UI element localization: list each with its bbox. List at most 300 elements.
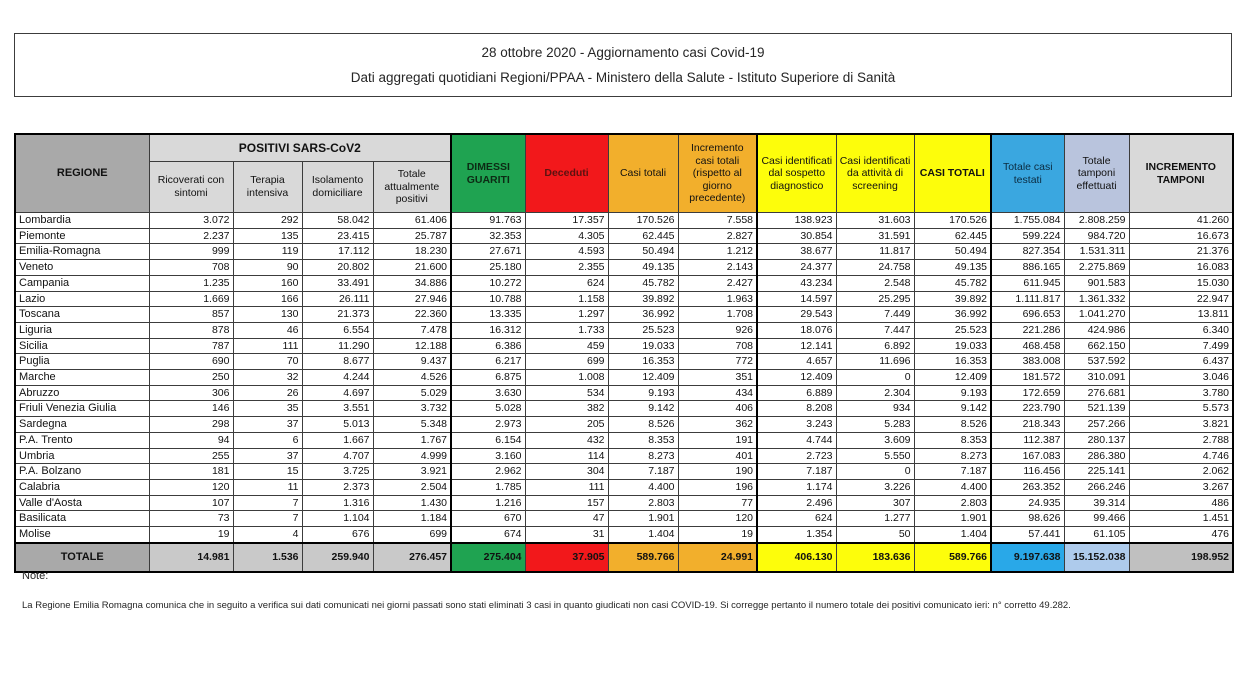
totale-value-cell: 276.457	[373, 543, 451, 572]
value-cell: 2.827	[678, 228, 757, 244]
value-cell: 886.165	[991, 260, 1064, 276]
value-cell: 1.451	[1129, 511, 1233, 527]
value-cell: 401	[678, 448, 757, 464]
region-name-cell: Umbria	[15, 448, 149, 464]
value-cell: 1.963	[678, 291, 757, 307]
value-cell: 22.360	[373, 307, 451, 323]
value-cell: 12.188	[373, 338, 451, 354]
value-cell: 7.187	[757, 464, 836, 480]
value-cell: 7.187	[608, 464, 678, 480]
region-name-cell: Sicilia	[15, 338, 149, 354]
value-cell: 7	[233, 511, 302, 527]
value-cell: 670	[451, 511, 525, 527]
value-cell: 624	[757, 511, 836, 527]
value-cell: 16.673	[1129, 228, 1233, 244]
value-cell: 999	[149, 244, 233, 260]
value-cell: 191	[678, 432, 757, 448]
totale-value-cell: 275.404	[451, 543, 525, 572]
value-cell: 3.551	[302, 401, 373, 417]
value-cell: 382	[525, 401, 608, 417]
value-cell: 13.811	[1129, 307, 1233, 323]
value-cell: 1.733	[525, 322, 608, 338]
value-cell: 27.671	[451, 244, 525, 260]
value-cell: 6.875	[451, 370, 525, 386]
value-cell: 25.523	[608, 322, 678, 338]
column-header-incremento-casi: Incremento casi totali (rispetto al giorno precedente)	[678, 134, 757, 213]
notes-heading: Note:	[22, 570, 49, 582]
totale-value-cell: 15.152.038	[1064, 543, 1129, 572]
column-header-screening: Casi identificati da attività di screening	[836, 134, 914, 213]
value-cell: 91.763	[451, 213, 525, 229]
value-cell: 1.785	[451, 479, 525, 495]
value-cell: 459	[525, 338, 608, 354]
value-cell: 116.456	[991, 464, 1064, 480]
value-cell: 16.353	[608, 354, 678, 370]
value-cell: 146	[149, 401, 233, 417]
column-header-dimessi-guariti: DIMESSI GUARITI	[451, 134, 525, 213]
value-cell: 1.708	[678, 307, 757, 323]
value-cell: 2.427	[678, 275, 757, 291]
value-cell: 2.803	[608, 495, 678, 511]
value-cell: 7.447	[836, 322, 914, 338]
value-cell: 878	[149, 322, 233, 338]
value-cell: 5.348	[373, 417, 451, 433]
value-cell: 857	[149, 307, 233, 323]
value-cell: 304	[525, 464, 608, 480]
value-cell: 266.246	[1064, 479, 1129, 495]
table-row	[15, 338, 1233, 354]
column-header-deceduti: Deceduti	[525, 134, 608, 213]
value-cell: 2.788	[1129, 432, 1233, 448]
value-cell: 406	[678, 401, 757, 417]
column-header-terapia-intensiva: Terapia intensiva	[233, 162, 302, 213]
value-cell: 8.353	[608, 432, 678, 448]
value-cell: 8.526	[914, 417, 991, 433]
value-cell: 196	[678, 479, 757, 495]
value-cell: 699	[525, 354, 608, 370]
value-cell: 2.803	[914, 495, 991, 511]
table-row	[15, 275, 1233, 291]
value-cell: 157	[525, 495, 608, 511]
value-cell: 114	[525, 448, 608, 464]
value-cell: 94	[149, 432, 233, 448]
value-cell: 4.657	[757, 354, 836, 370]
value-cell: 99.466	[1064, 511, 1129, 527]
value-cell: 6.554	[302, 322, 373, 338]
value-cell: 1.008	[525, 370, 608, 386]
value-cell: 49.135	[914, 260, 991, 276]
region-name-cell: Puglia	[15, 354, 149, 370]
value-cell: 33.491	[302, 275, 373, 291]
value-cell: 35	[233, 401, 302, 417]
value-cell: 30.854	[757, 228, 836, 244]
value-cell: 120	[149, 479, 233, 495]
value-cell: 205	[525, 417, 608, 433]
table-row	[15, 244, 1233, 260]
value-cell: 5.573	[1129, 401, 1233, 417]
value-cell: 307	[836, 495, 914, 511]
value-cell: 170.526	[914, 213, 991, 229]
value-cell: 8.353	[914, 432, 991, 448]
value-cell: 119	[233, 244, 302, 260]
totale-value-cell: 1.536	[233, 543, 302, 572]
region-name-cell: Campania	[15, 275, 149, 291]
value-cell: 4.400	[608, 479, 678, 495]
value-cell: 120	[678, 511, 757, 527]
value-cell: 310.091	[1064, 370, 1129, 386]
region-name-cell: Abruzzo	[15, 385, 149, 401]
value-cell: 62.445	[608, 228, 678, 244]
value-cell: 9.193	[608, 385, 678, 401]
value-cell: 827.354	[991, 244, 1064, 260]
value-cell: 708	[678, 338, 757, 354]
value-cell: 70	[233, 354, 302, 370]
value-cell: 5.028	[451, 401, 525, 417]
value-cell: 468.458	[991, 338, 1064, 354]
value-cell: 534	[525, 385, 608, 401]
value-cell: 6.386	[451, 338, 525, 354]
region-name-cell: Toscana	[15, 307, 149, 323]
region-name-cell: P.A. Trento	[15, 432, 149, 448]
column-header-sospetto-diagnostico: Casi identificati dal sospetto diagnostico	[757, 134, 836, 213]
value-cell: 4.697	[302, 385, 373, 401]
title-box	[14, 33, 1232, 97]
table-row	[15, 417, 1233, 433]
value-cell: 263.352	[991, 479, 1064, 495]
value-cell: 36.992	[608, 307, 678, 323]
value-cell: 708	[149, 260, 233, 276]
table-row	[15, 354, 1233, 370]
value-cell: 7.187	[914, 464, 991, 480]
column-header-tamponi-effettuati: Totale tamponi effettuati	[1064, 134, 1129, 213]
value-cell: 6.437	[1129, 354, 1233, 370]
value-cell: 111	[525, 479, 608, 495]
column-header-casi-testati: Totale casi testati	[991, 134, 1064, 213]
value-cell: 112.387	[991, 432, 1064, 448]
value-cell: 1.277	[836, 511, 914, 527]
value-cell: 22.947	[1129, 291, 1233, 307]
value-cell: 15	[233, 464, 302, 480]
value-cell: 3.046	[1129, 370, 1233, 386]
value-cell: 9.437	[373, 354, 451, 370]
value-cell: 2.304	[836, 385, 914, 401]
value-cell: 4	[233, 527, 302, 543]
value-cell: 3.732	[373, 401, 451, 417]
value-cell: 50.494	[608, 244, 678, 260]
column-header-isolamento: Isolamento domiciliare	[302, 162, 373, 213]
region-name-cell: Basilicata	[15, 511, 149, 527]
value-cell: 181.572	[991, 370, 1064, 386]
value-cell: 4.744	[757, 432, 836, 448]
value-cell: 1.158	[525, 291, 608, 307]
value-cell: 292	[233, 213, 302, 229]
value-cell: 11	[233, 479, 302, 495]
totale-value-cell: 198.952	[1129, 543, 1233, 572]
value-cell: 6.889	[757, 385, 836, 401]
value-cell: 31.603	[836, 213, 914, 229]
value-cell: 1.901	[608, 511, 678, 527]
totale-value-cell: 24.991	[678, 543, 757, 572]
value-cell: 9.142	[914, 401, 991, 417]
value-cell: 32	[233, 370, 302, 386]
value-cell: 1.669	[149, 291, 233, 307]
value-cell: 6	[233, 432, 302, 448]
value-cell: 50	[836, 527, 914, 543]
value-cell: 8.273	[608, 448, 678, 464]
value-cell: 3.725	[302, 464, 373, 480]
value-cell: 29.543	[757, 307, 836, 323]
value-cell: 1.404	[608, 527, 678, 543]
value-cell: 107	[149, 495, 233, 511]
value-cell: 25.295	[836, 291, 914, 307]
value-cell: 1.184	[373, 511, 451, 527]
value-cell: 98.626	[991, 511, 1064, 527]
value-cell: 476	[1129, 527, 1233, 543]
value-cell: 16.353	[914, 354, 991, 370]
table-row	[15, 464, 1233, 480]
value-cell: 130	[233, 307, 302, 323]
value-cell: 5.283	[836, 417, 914, 433]
report-subtitle: Dati aggregati quotidiani Regioni/PPAA - Ministero della Salute - Istituto Superiore di Sanità	[350, 70, 896, 86]
table-row	[15, 228, 1233, 244]
value-cell: 2.062	[1129, 464, 1233, 480]
value-cell: 662.150	[1064, 338, 1129, 354]
value-cell: 24.935	[991, 495, 1064, 511]
value-cell: 6.154	[451, 432, 525, 448]
value-cell: 8.273	[914, 448, 991, 464]
value-cell: 676	[302, 527, 373, 543]
region-name-cell: Valle d'Aosta	[15, 495, 149, 511]
table-row	[15, 291, 1233, 307]
value-cell: 486	[1129, 495, 1233, 511]
region-name-cell: Liguria	[15, 322, 149, 338]
value-cell: 223.790	[991, 401, 1064, 417]
value-cell: 434	[678, 385, 757, 401]
covid-data-table	[14, 133, 1234, 573]
value-cell: 3.630	[451, 385, 525, 401]
value-cell: 166	[233, 291, 302, 307]
value-cell: 4.526	[373, 370, 451, 386]
value-cell: 49.135	[608, 260, 678, 276]
value-cell: 21.376	[1129, 244, 1233, 260]
value-cell: 15.030	[1129, 275, 1233, 291]
value-cell: 10.272	[451, 275, 525, 291]
value-cell: 181	[149, 464, 233, 480]
value-cell: 298	[149, 417, 233, 433]
value-cell: 1.755.084	[991, 213, 1064, 229]
value-cell: 3.226	[836, 479, 914, 495]
region-name-cell: Piemonte	[15, 228, 149, 244]
value-cell: 690	[149, 354, 233, 370]
value-cell: 31.591	[836, 228, 914, 244]
value-cell: 25.523	[914, 322, 991, 338]
table-row	[15, 401, 1233, 417]
column-header-regione: REGIONE	[15, 134, 149, 213]
value-cell: 2.548	[836, 275, 914, 291]
value-cell: 1.531.311	[1064, 244, 1129, 260]
value-cell: 10.788	[451, 291, 525, 307]
table-row	[15, 527, 1233, 543]
value-cell: 31	[525, 527, 608, 543]
value-cell: 280.137	[1064, 432, 1129, 448]
value-cell: 4.305	[525, 228, 608, 244]
value-cell: 1.111.817	[991, 291, 1064, 307]
value-cell: 2.373	[302, 479, 373, 495]
value-cell: 257.266	[1064, 417, 1129, 433]
value-cell: 12.409	[914, 370, 991, 386]
value-cell: 19	[678, 527, 757, 543]
table-header	[15, 134, 1233, 213]
value-cell: 57.441	[991, 527, 1064, 543]
value-cell: 26	[233, 385, 302, 401]
value-cell: 4.707	[302, 448, 373, 464]
value-cell: 2.504	[373, 479, 451, 495]
value-cell: 696.653	[991, 307, 1064, 323]
value-cell: 772	[678, 354, 757, 370]
value-cell: 4.999	[373, 448, 451, 464]
value-cell: 25.787	[373, 228, 451, 244]
value-cell: 5.550	[836, 448, 914, 464]
value-cell: 45.782	[914, 275, 991, 291]
value-cell: 19	[149, 527, 233, 543]
value-cell: 3.780	[1129, 385, 1233, 401]
value-cell: 21.373	[302, 307, 373, 323]
value-cell: 4.593	[525, 244, 608, 260]
value-cell: 50.494	[914, 244, 991, 260]
value-cell: 11.817	[836, 244, 914, 260]
value-cell: 3.243	[757, 417, 836, 433]
notes-body: La Regione Emilia Romagna comunica che in seguito a verifica sui dati comunicati nei giorni passati sono stati eliminati 3 casi in quanto giudicati non casi COVID-19. Si corregge pertanto il numero totale dei positivi comunicato ieri: n° corretto 49.282.	[22, 600, 1071, 611]
value-cell: 2.973	[451, 417, 525, 433]
value-cell: 2.237	[149, 228, 233, 244]
column-header-casi-totali-upper: CASI TOTALI	[914, 134, 991, 213]
value-cell: 3.267	[1129, 479, 1233, 495]
value-cell: 699	[373, 527, 451, 543]
totale-row	[15, 543, 1233, 572]
region-name-cell: Veneto	[15, 260, 149, 276]
column-group-header-positivi: POSITIVI SARS-CoV2	[149, 134, 451, 162]
value-cell: 19.033	[914, 338, 991, 354]
value-cell: 9.193	[914, 385, 991, 401]
value-cell: 1.212	[678, 244, 757, 260]
value-cell: 1.216	[451, 495, 525, 511]
value-cell: 12.141	[757, 338, 836, 354]
value-cell: 172.659	[991, 385, 1064, 401]
value-cell: 3.072	[149, 213, 233, 229]
value-cell: 12.409	[608, 370, 678, 386]
value-cell: 276.681	[1064, 385, 1129, 401]
value-cell: 250	[149, 370, 233, 386]
totale-value-cell: 9.197.638	[991, 543, 1064, 572]
value-cell: 3.160	[451, 448, 525, 464]
region-name-cell: Calabria	[15, 479, 149, 495]
value-cell: 26.111	[302, 291, 373, 307]
value-cell: 170.526	[608, 213, 678, 229]
value-cell: 12.409	[757, 370, 836, 386]
table-row	[15, 495, 1233, 511]
value-cell: 2.962	[451, 464, 525, 480]
value-cell: 16.312	[451, 322, 525, 338]
value-cell: 39.892	[608, 291, 678, 307]
totale-label-cell: TOTALE	[15, 543, 149, 572]
value-cell: 383.008	[991, 354, 1064, 370]
value-cell: 1.316	[302, 495, 373, 511]
region-name-cell: Sardegna	[15, 417, 149, 433]
region-name-cell: Marche	[15, 370, 149, 386]
table-row	[15, 370, 1233, 386]
value-cell: 351	[678, 370, 757, 386]
value-cell: 424.986	[1064, 322, 1129, 338]
totale-value-cell: 37.905	[525, 543, 608, 572]
value-cell: 19.033	[608, 338, 678, 354]
value-cell: 362	[678, 417, 757, 433]
value-cell: 5.013	[302, 417, 373, 433]
value-cell: 24.758	[836, 260, 914, 276]
table-row	[15, 385, 1233, 401]
value-cell: 6.340	[1129, 322, 1233, 338]
totale-value-cell: 589.766	[608, 543, 678, 572]
value-cell: 934	[836, 401, 914, 417]
value-cell: 901.583	[1064, 275, 1129, 291]
region-name-cell: Friuli Venezia Giulia	[15, 401, 149, 417]
value-cell: 1.361.332	[1064, 291, 1129, 307]
value-cell: 7.499	[1129, 338, 1233, 354]
value-cell: 1.430	[373, 495, 451, 511]
value-cell: 11.696	[836, 354, 914, 370]
report-date-title: 28 ottobre 2020 - Aggiornamento casi Covid-19	[481, 44, 765, 60]
value-cell: 7.558	[678, 213, 757, 229]
value-cell: 3.821	[1129, 417, 1233, 433]
value-cell: 4.400	[914, 479, 991, 495]
value-cell: 90	[233, 260, 302, 276]
value-cell: 2.143	[678, 260, 757, 276]
value-cell: 1.901	[914, 511, 991, 527]
value-cell: 8.677	[302, 354, 373, 370]
value-cell: 1.174	[757, 479, 836, 495]
value-cell: 61.406	[373, 213, 451, 229]
value-cell: 1.767	[373, 432, 451, 448]
value-cell: 25.180	[451, 260, 525, 276]
value-cell: 6.892	[836, 338, 914, 354]
value-cell: 2.808.259	[1064, 213, 1129, 229]
value-cell: 1.104	[302, 511, 373, 527]
value-cell: 11.290	[302, 338, 373, 354]
value-cell: 8.208	[757, 401, 836, 417]
value-cell: 225.141	[1064, 464, 1129, 480]
value-cell: 1.667	[302, 432, 373, 448]
value-cell: 5.029	[373, 385, 451, 401]
value-cell: 62.445	[914, 228, 991, 244]
value-cell: 3.921	[373, 464, 451, 480]
column-header-ricoverati: Ricoverati con sintomi	[149, 162, 233, 213]
value-cell: 624	[525, 275, 608, 291]
value-cell: 39.892	[914, 291, 991, 307]
table-row	[15, 260, 1233, 276]
table-row	[15, 432, 1233, 448]
table-body	[15, 213, 1233, 572]
value-cell: 17.357	[525, 213, 608, 229]
region-name-cell: P.A. Bolzano	[15, 464, 149, 480]
value-cell: 7	[233, 495, 302, 511]
value-cell: 27.946	[373, 291, 451, 307]
value-cell: 18.076	[757, 322, 836, 338]
value-cell: 306	[149, 385, 233, 401]
value-cell: 8.526	[608, 417, 678, 433]
value-cell: 39.314	[1064, 495, 1129, 511]
value-cell: 674	[451, 527, 525, 543]
value-cell: 1.404	[914, 527, 991, 543]
value-cell: 24.377	[757, 260, 836, 276]
